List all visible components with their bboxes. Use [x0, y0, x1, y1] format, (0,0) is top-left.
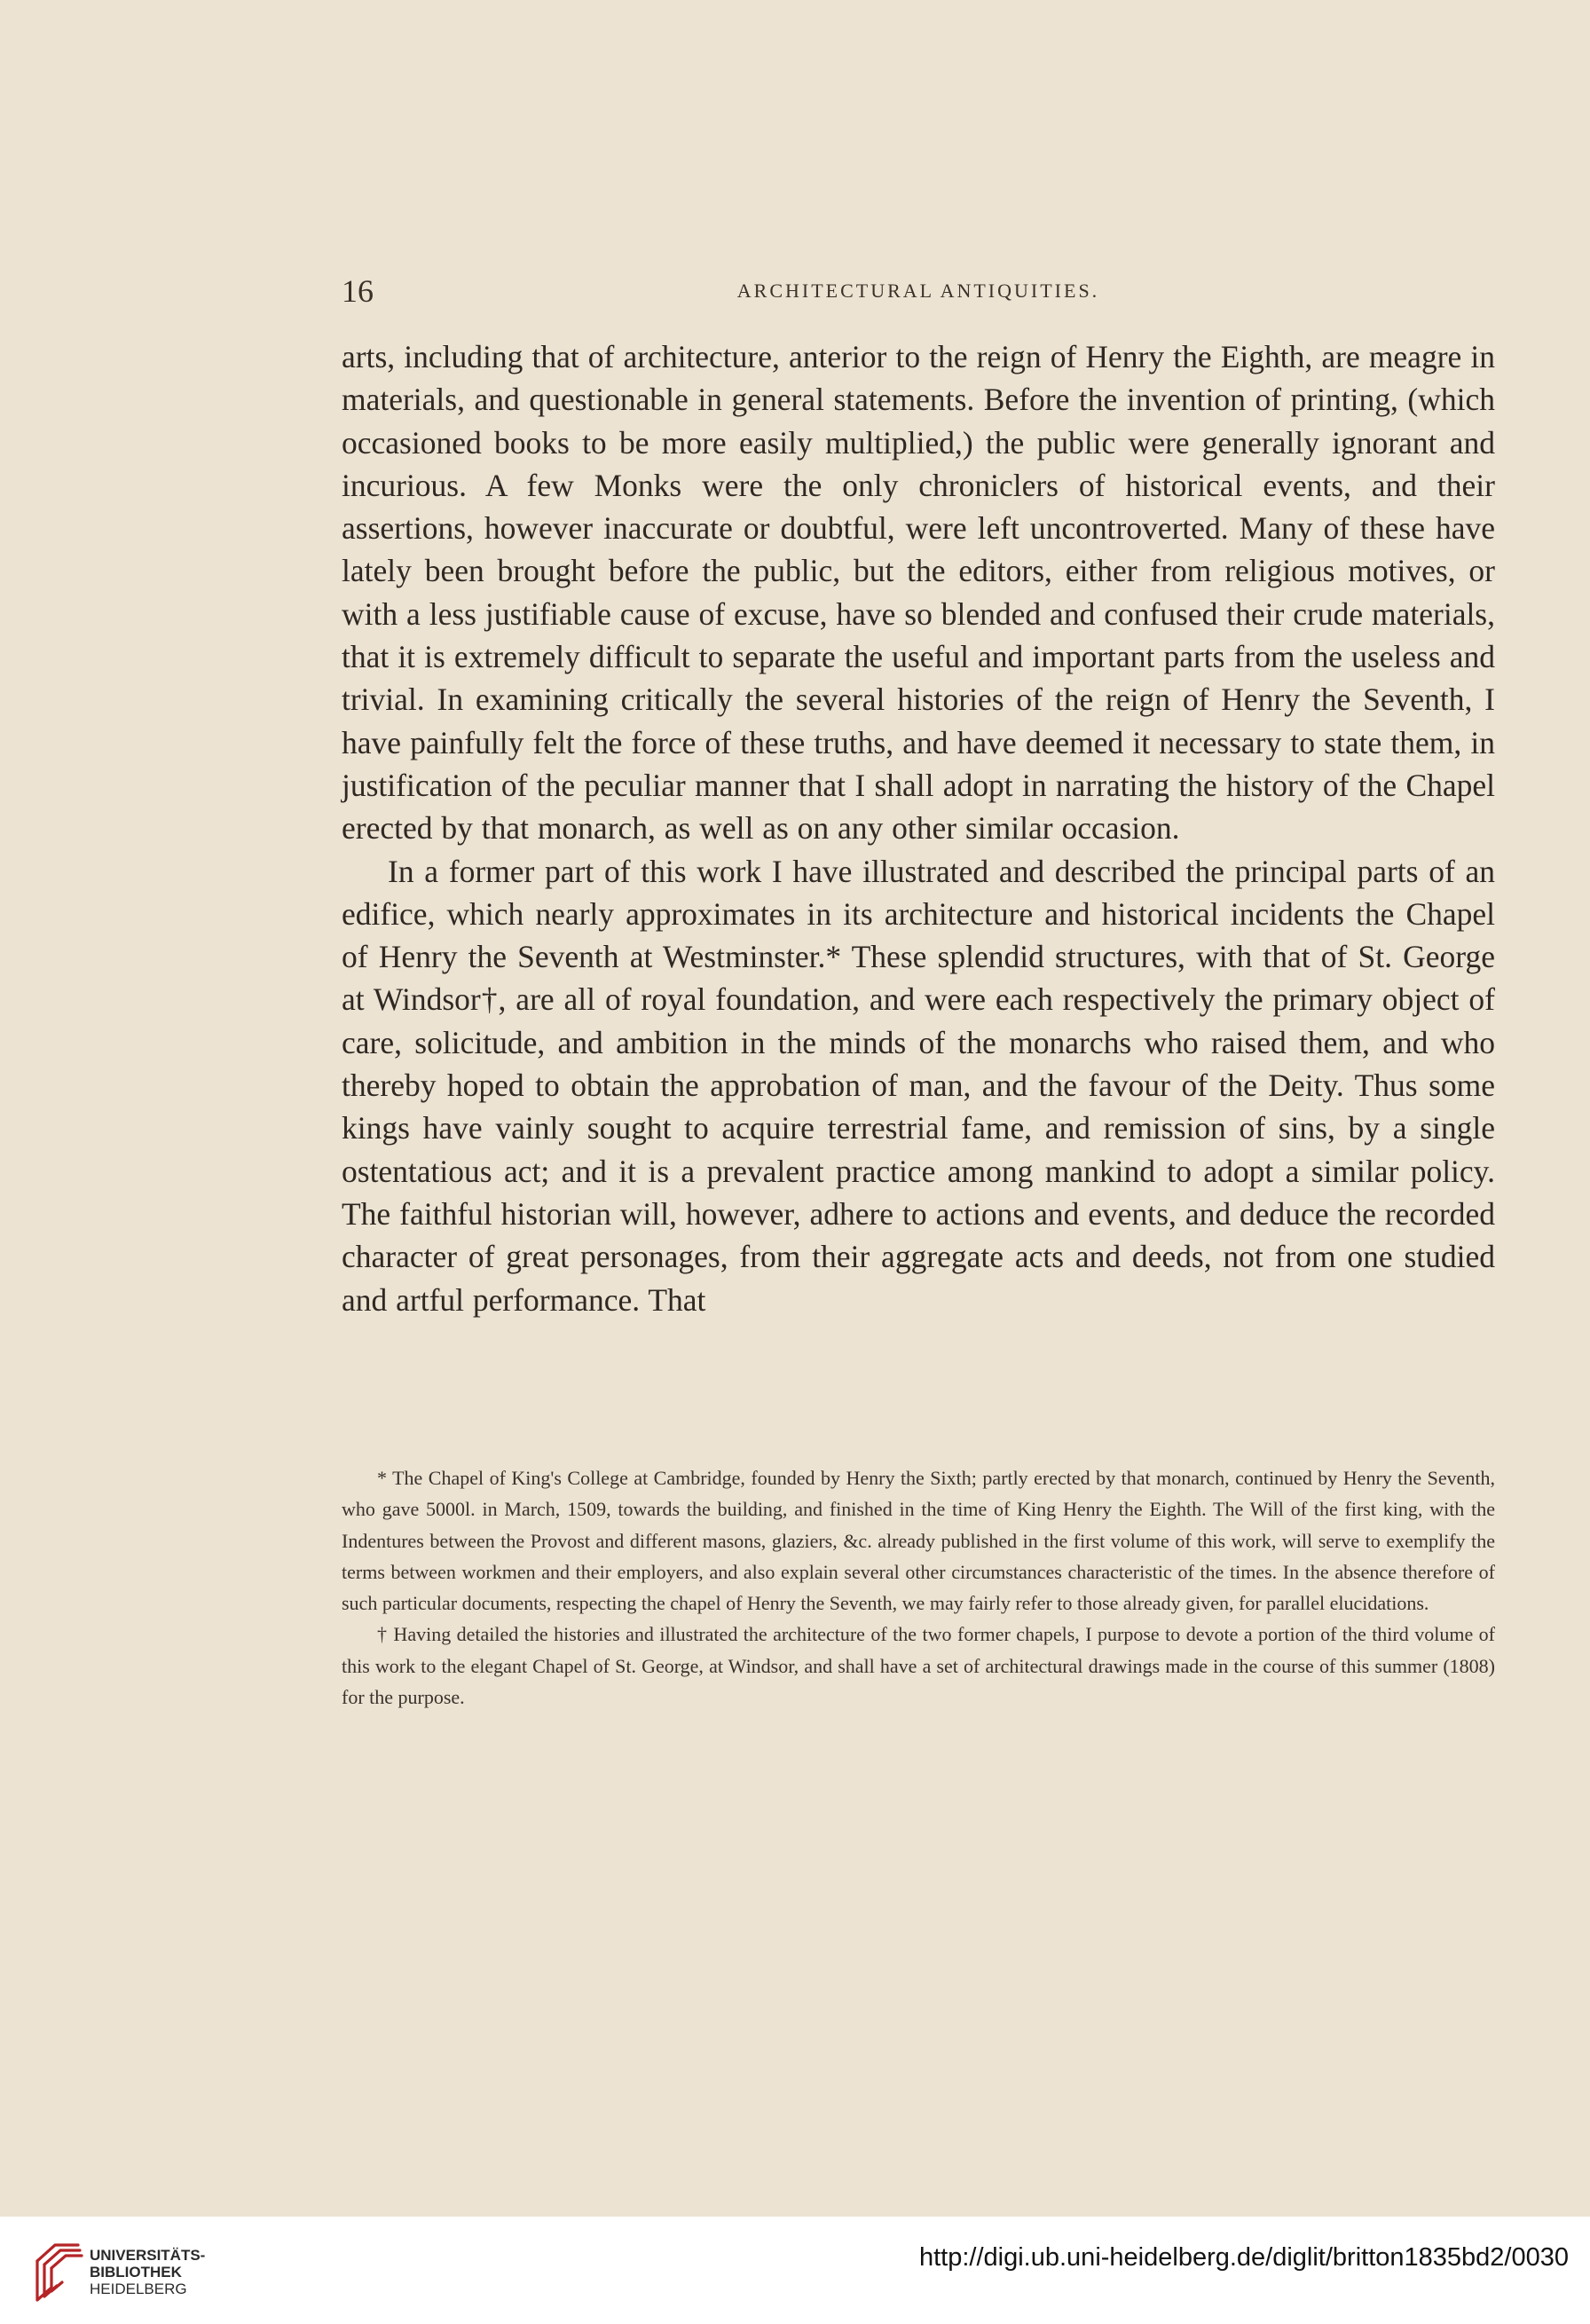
- body-paragraph: In a former part of this work I have illustrated and described the principal parts of an edifice, which nearly approximates in its architecture and historical incidents the Chapel of Henry the Seventh at Westminster.* These splendid structures, with that of St. George at Windsor†, are all of royal foundation, and were each respectively the primary object of care, solicitude, and ambition in the minds of the monarchs who raised them, and who thereby hoped to obtain the approbation of man, and the favour of the Deity. Thus some kings have vainly sought to acquire terrestrial fame, and remission of sins, by a single ostentatious act; and it is a prevalent practice among mankind to adopt a similar policy. The faithful historian will, however, adhere to actions and events, and deduce the recorded character of great personages, from their aggregate acts and deeds, not from one studied and artful performance. That: [342, 853, 1495, 1318]
- running-title: ARCHITECTURAL ANTIQUITIES.: [736, 280, 1100, 302]
- source-url-link[interactable]: http://digi.ub.uni-heidelberg.de/diglit/britton1835bd2/0030: [919, 2243, 1569, 2272]
- university-library-logo-icon: [34, 2234, 83, 2304]
- footnote-asterisk: * The Chapel of King's College at Cambridge, founded by Henry the Sixth; partly erected by that monarch, continued by Henry the Seventh, who gave 5000l. in March, 1509, towards the building, and finished in the time of King Henry the Eighth. The Will of the first king, with the Indentures between the Provost and different masons, glaziers, &c. already published in the first volume of this work, will serve to exemplify the terms between workmen and their employers, and also explain several other circumstances characteristic of the times. In the absence therefore of such particular documents, respecting the chapel of Henry the Seventh, we may fairly refer to those already given, for parallel elucidations.: [342, 1467, 1495, 1615]
- body-text: [342, 335, 1495, 1321]
- library-name: [90, 2247, 205, 2297]
- library-name-line: UNIVERSITÄTS-: [90, 2247, 206, 2264]
- footnote-dagger: † Having detailed the histories and illustrated the architecture of the two former chapels, I purpose to devote a portion of the third volume of this work to the elegant Chapel of St. George, at Windsor, and shall have a set of architectural drawings made in the course of this summer (1808) for the purpose.: [342, 1623, 1495, 1709]
- body-paragraph: arts, including that of architecture, anterior to the reign of Henry the Eighth, are meagre in materials, and questionable in general statements. Before the invention of printing, (which occasioned books to be more easily multiplied,) the public were generally ignorant and incurious. A few Monks were the only chroniclers of historical events, and their assertions, however inaccurate or doubtful, were left uncontroverted. Many of these have lately been brought before the public, but the editors, either from religious motives, or with a less justifiable cause of excuse, have so blended and confused their crude materials, that it is extremely difficult to separate the useful and important parts from the useless and trivial. In examining critically the several histories of the reign of Henry the Seventh, I have painfully felt the force of these truths, and have deemed it necessary to state them, in justification of the peculiar manner that I shall adopt in narrating the history of the Chapel erected by that monarch, as well as on any other similar occasion.: [342, 339, 1495, 847]
- running-head: [342, 264, 1495, 318]
- footnotes: [342, 1462, 1495, 1713]
- library-name-line: HEIDELBERG: [90, 2281, 187, 2297]
- page-number: 16: [342, 273, 374, 309]
- library-name-line: BIBLIOTHEK: [90, 2264, 182, 2281]
- viewer-footer: [0, 2217, 1590, 2324]
